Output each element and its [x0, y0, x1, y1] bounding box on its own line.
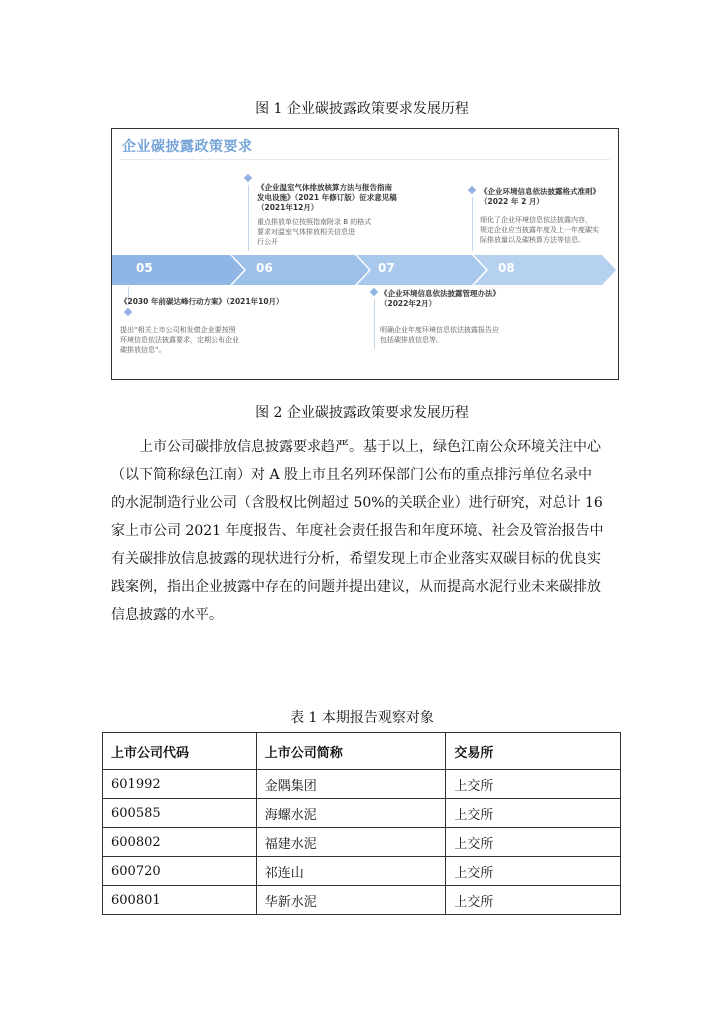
event-08-title: 《企业环境信息依法披露格式准则》 （2022 年 2 月） — [480, 187, 600, 206]
table-1-caption: 表 1 本期报告观察对象 — [290, 710, 434, 726]
stage-08-label: 08 — [498, 261, 515, 275]
timeline-segment-08 — [474, 255, 616, 285]
timeline-segment-07 — [357, 255, 486, 285]
timeline-arrow-band — [112, 255, 618, 285]
paragraph-line: 上市公司碳排放信息披露要求趋严。基于以上，绿色江南公众环境关注中心 — [139, 439, 601, 455]
table-row — [103, 886, 621, 915]
observed-companies-table — [102, 732, 621, 915]
paragraph-line: 家上市公司 2021 年度报告、年度社会责任报告和年度环境、社会及管治报告中 — [111, 523, 604, 539]
figure-title: 企业碳披露政策要求 — [122, 139, 253, 155]
table-row — [103, 799, 621, 828]
cell-stock-code: 601992 — [103, 770, 257, 799]
figure-title-divider — [120, 159, 610, 160]
event-07-description: 明确企业年度环境信息依法披露报告应 包括碳排放信息等。 — [380, 326, 499, 344]
cell-exchange: 上交所 — [446, 828, 621, 857]
cell-exchange: 上交所 — [446, 799, 621, 828]
header-company-name: 上市公司简称 — [256, 733, 446, 770]
cell-stock-code: 600585 — [103, 799, 257, 828]
cell-company-name: 华新水泥 — [256, 886, 446, 915]
event-05-description: 提出“相关上市公司和发债企业要按照 环境信息依法披露要求，定期公布企业 碳排放信息”。 — [120, 326, 239, 354]
event-06-marker-icon — [244, 174, 252, 182]
stage-06-label: 06 — [256, 261, 273, 275]
cell-company-name: 金隅集团 — [256, 770, 446, 799]
event-07-marker-icon — [370, 288, 378, 296]
table-row — [103, 770, 621, 799]
table-header-row — [103, 733, 621, 770]
table-row — [103, 857, 621, 886]
cell-company-name: 祁连山 — [256, 857, 446, 886]
cell-stock-code: 600720 — [103, 857, 257, 886]
cell-company-name: 海螺水泥 — [256, 799, 446, 828]
event-06-title: 《企业温室气体排放核算方法与报告指南 发电设施》（2021 年修订版）征求意见稿 （2021年12月） — [257, 183, 397, 212]
paragraph-line: 信息披露的水平。 — [111, 607, 223, 623]
event-05-marker-icon — [124, 308, 132, 316]
paragraph-line: 践案例，指出企业披露中存在的问题并提出建议，从而提高水泥行业未来碳排放 — [111, 579, 601, 595]
stage-05-label: 05 — [136, 261, 153, 275]
cell-stock-code: 600802 — [103, 828, 257, 857]
figure-1-caption: 图 1 企业碳披露政策要求发展历程 — [255, 101, 469, 117]
event-07-title: 《企业环境信息依法披露管理办法》 （2022年2月） — [380, 289, 500, 308]
event-08-connector — [472, 197, 473, 251]
event-06-connector — [248, 185, 249, 251]
figure-2-caption: 图 2 企业碳披露政策要求发展历程 — [255, 405, 469, 421]
event-08-marker-icon — [468, 186, 476, 194]
cell-company-name: 福建水泥 — [256, 828, 446, 857]
event-06-description: 重点排放单位按照指南附录 B 的格式 要求对温室气体排放相关信息进 行公开 — [257, 218, 372, 246]
cell-exchange: 上交所 — [446, 770, 621, 799]
table-row — [103, 828, 621, 857]
carbon-disclosure-timeline-figure — [111, 128, 619, 380]
header-exchange: 交易所 — [446, 733, 621, 770]
header-stock-code: 上市公司代码 — [103, 733, 257, 770]
paragraph-line: 的水泥制造行业公司（含股权比例超过 50%的关联企业）进行研究，对总计 16 — [111, 495, 603, 511]
timeline-segment-06 — [232, 255, 369, 285]
event-05-title: 《2030 年前碳达峰行动方案》（2021年10月） — [120, 297, 284, 306]
stage-07-label: 07 — [378, 261, 395, 275]
paragraph-line: （以下简称绿色江南）对 A 股上市且名列环保部门公布的重点排污单位名录中 — [111, 467, 593, 483]
body-paragraph — [111, 433, 624, 629]
cell-exchange: 上交所 — [446, 857, 621, 886]
timeline-segment-05 — [112, 255, 244, 285]
cell-exchange: 上交所 — [446, 886, 621, 915]
event-08-description: 细化了企业环境信息依法披露内容， 规定企业应当披露年度及上一年度碳实 际排放量以及碳核算方法等信息。 — [480, 216, 599, 244]
paragraph-line: 有关碳排放信息披露的现状进行分析，希望发现上市企业落实双碳目标的优良实 — [111, 551, 601, 567]
cell-stock-code: 600801 — [103, 886, 257, 915]
event-07-connector — [374, 299, 375, 349]
